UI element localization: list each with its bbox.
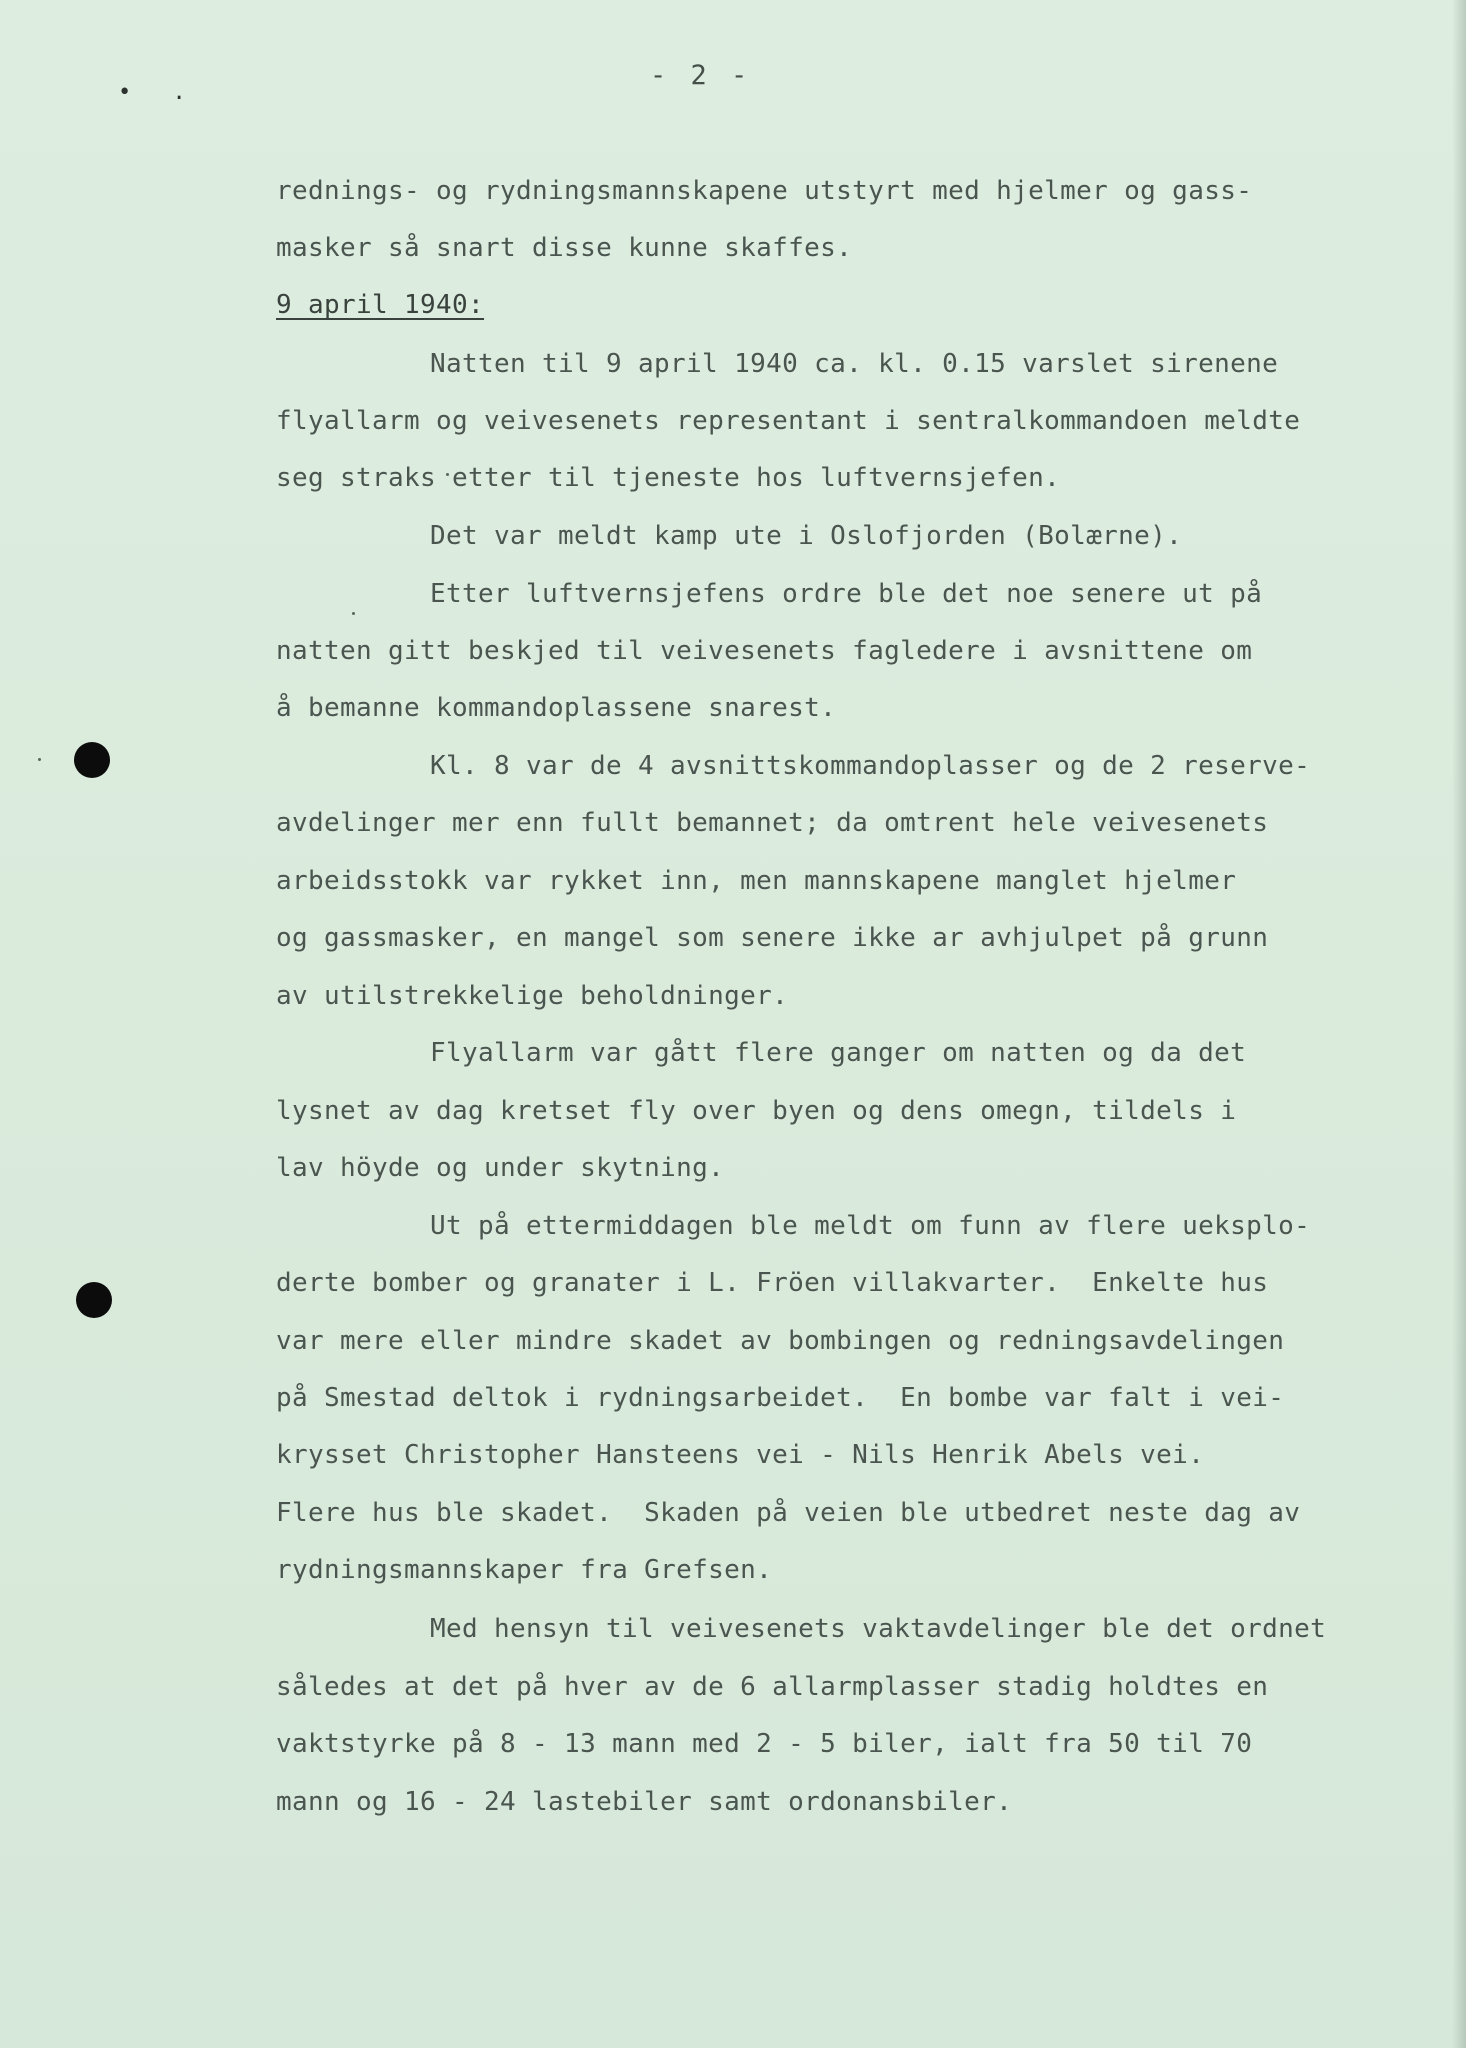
text-line: av utilstrekkelige beholdninger. [276,981,789,1011]
text-line: Etter luftvernsjefens ordre ble det noe senere ut på [430,579,1263,609]
text-line: natten gitt beskjed til veivesenets fagledere i avsnittene om [276,636,1253,666]
page-edge-shadow [1452,0,1466,2048]
date-heading: 9 april 1940: [276,290,485,320]
punch-hole-bottom [76,1282,112,1318]
text-line: Natten til 9 april 1940 ca. kl. 0.15 varslet sirenene [430,349,1279,379]
text-line: rednings- og rydningsmannskapene utstyrt med hjelmer og gass- [276,176,1253,206]
text-line: derte bomber og granater i L. Fröen villakvarter. Enkelte hus [276,1268,1269,1298]
text-line: Kl. 8 var de 4 avsnittskommandoplasser og de 2 reserve- [430,751,1311,781]
text-line: Flere hus ble skadet. Skaden på veien ble utbedret neste dag av [276,1498,1301,1528]
text-line: mann og 16 - 24 lastebiler samt ordonansbiler. [276,1787,1013,1817]
paper-speck [352,612,355,615]
text-line: seg straks etter til tjeneste hos luftvernsjefen. [276,463,1061,493]
punch-hole-top [74,742,110,778]
text-line: og gassmasker, en mangel som senere ikke ar avhjulpet på grunn [276,923,1269,953]
text-line: Det var meldt kamp ute i Oslofjorden (Bolærne). [430,521,1183,551]
text-line: Flyallarm var gått flere ganger om natten og da det [430,1038,1247,1068]
text-line: flyallarm og veivesenets representant i sentralkommandoen meldte [276,406,1301,436]
text-line: Med hensyn til veivesenets vaktavdelinger ble det ordnet [430,1614,1327,1644]
corner-mark: • . [118,80,200,105]
text-line: avdelinger mer enn fullt bemannet; da omtrent hele veivesenets [276,808,1269,838]
text-line: masker så snart disse kunne skaffes. [276,233,853,263]
text-line: lav höyde og under skytning. [276,1153,725,1183]
text-line: arbeidsstokk var rykket inn, men mannskapene manglet hjelmer [276,866,1237,896]
text-line: var mere eller mindre skadet av bombingen og redningsavdelingen [276,1326,1285,1356]
text-line: på Smestad deltok i rydningsarbeidet. En bombe var falt i vei- [276,1383,1285,1413]
paper-speck [38,758,41,761]
text-line: således at det på hver av de 6 allarmplasser stadig holdtes en [276,1672,1269,1702]
text-line: rydningsmannskaper fra Grefsen. [276,1555,773,1585]
text-line: Ut på ettermiddagen ble meldt om funn av flere ueksplo- [430,1211,1311,1241]
text-line: vaktstyrke på 8 - 13 mann med 2 - 5 biler, ialt fra 50 til 70 [276,1729,1253,1759]
text-line: lysnet av dag kretset fly over byen og dens omegn, tildels i [276,1096,1237,1126]
page-number: - 2 - [650,60,752,91]
text-line: å bemanne kommandoplassene snarest. [276,693,837,723]
text-line: krysset Christopher Hansteens vei - Nils Henrik Abels vei. [276,1440,1205,1470]
